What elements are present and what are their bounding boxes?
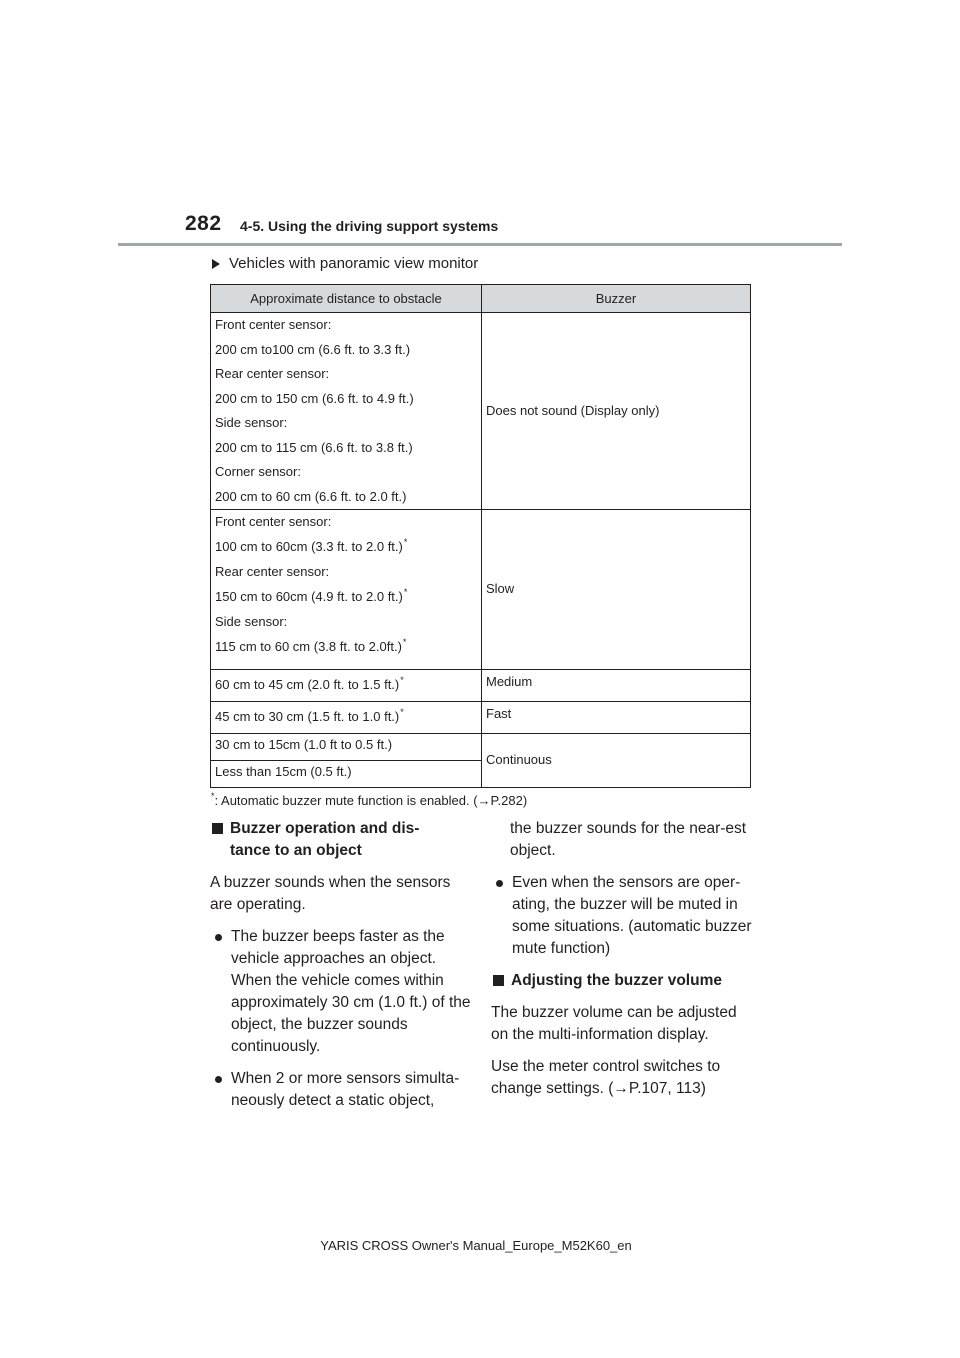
- list-item: [210, 926, 472, 1058]
- row1-line: Side sensor:: [215, 415, 288, 430]
- table-subheading: [212, 255, 478, 272]
- buzzer-cell: Fast: [482, 702, 751, 734]
- page-reference-link[interactable]: P.107, 113): [628, 1080, 706, 1097]
- table-row: [211, 313, 751, 510]
- section-heading-buzzer-volume: Adjusting the buzzer volume: [491, 970, 753, 992]
- buzzer-distance-table: [210, 284, 751, 788]
- header-buzzer: Buzzer: [482, 285, 751, 313]
- header-distance: Approximate distance to obstacle: [211, 285, 482, 313]
- footnote-asterisk: *: [211, 791, 215, 801]
- asterisk-mark: *: [400, 674, 404, 685]
- asterisk-mark: *: [403, 586, 408, 597]
- row2-line: 115 cm to 60 cm (3.8 ft. to 2.0ft.)*: [215, 636, 407, 654]
- table-row: [211, 510, 751, 670]
- row2-line: Side sensor:: [215, 614, 288, 629]
- subheading-text: Vehicles with panoramic view monitor: [229, 255, 479, 272]
- bullet-text: The buzzer beeps faster as the vehicle approaches an object. When the vehicle comes within approximately 30 cm (1.0 ft.) of the object, the buzzer sounds continuously.: [231, 928, 471, 1055]
- left-column: [210, 818, 472, 1122]
- table-row: [211, 734, 751, 761]
- page-number: 282: [185, 212, 222, 235]
- buzzer-cell: Does not sound (Display only): [482, 313, 751, 510]
- table-header-row: [211, 285, 751, 313]
- row2-line: 100 cm to 60cm (3.3 ft. to 2.0 ft.)*: [215, 536, 408, 554]
- row1-line: Rear center sensor:: [215, 366, 330, 381]
- buzzer-cell: Medium: [482, 670, 751, 702]
- row2-line: Front center sensor:: [215, 514, 332, 529]
- bullet-dot-icon: [496, 880, 503, 887]
- distance-cell: 60 cm to 45 cm (2.0 ft. to 1.5 ft.)*: [211, 670, 482, 702]
- distance-cell: [211, 313, 482, 510]
- arrow-icon: →: [613, 1080, 629, 1097]
- bullet-text: When 2 or more sensors simulta-neously detect a static object,: [231, 1070, 460, 1109]
- right-column: [491, 818, 753, 1110]
- row1-line: 200 cm to100 cm (6.6 ft. to 3.3 ft.): [215, 341, 411, 357]
- bullet-continuation: the buzzer sounds for the near-est object.: [510, 820, 747, 859]
- distance-cell: 30 cm to 15cm (1.0 ft to 0.5 ft.): [211, 734, 482, 761]
- volume-paragraph: The buzzer volume can be adjusted on the multi-information display.: [491, 1004, 737, 1043]
- table-row: [211, 670, 751, 702]
- arrow-icon: →: [477, 793, 491, 808]
- page-footer: YARIS CROSS Owner's Manual_Europe_M52K60_en: [320, 1238, 632, 1253]
- row1-line: 200 cm to 60 cm (6.6 ft. to 2.0 ft.): [215, 488, 407, 504]
- square-bullet-icon: [212, 823, 223, 834]
- header-rule: [118, 243, 842, 246]
- section-heading-buzzer-operation: Buzzer operation and dis- tance to an object: [210, 818, 472, 862]
- settings-paragraph: Use the meter control switches to change settings. (→P.107, 113): [491, 1058, 721, 1097]
- row2-line: Rear center sensor:: [215, 564, 330, 579]
- page-reference-link[interactable]: P.282): [490, 793, 528, 808]
- table-footnote: *: Automatic buzzer mute function is enabled. (→P.282): [211, 791, 528, 808]
- bullet-dot-icon: [215, 934, 222, 941]
- distance-cell: [211, 510, 482, 670]
- row2-line: 150 cm to 60cm (4.9 ft. to 2.0 ft.)*: [215, 586, 408, 604]
- section-title: 4-5. Using the driving support systems: [240, 218, 499, 234]
- asterisk-mark: *: [400, 706, 404, 717]
- row1-line: Corner sensor:: [215, 464, 301, 479]
- asterisk-mark: *: [402, 636, 407, 647]
- row1-line: 200 cm to 115 cm (6.6 ft. to 3.8 ft.): [215, 439, 413, 455]
- buzzer-cell: Continuous: [482, 734, 751, 788]
- buzzer-cell: Slow: [482, 510, 751, 670]
- distance-cell: Less than 15cm (0.5 ft.): [211, 761, 482, 788]
- square-bullet-icon: [493, 975, 504, 986]
- intro-paragraph: A buzzer sounds when the sensors are operating.: [210, 874, 451, 913]
- bullet-dot-icon: [215, 1076, 222, 1083]
- list-item: [491, 872, 753, 960]
- table-row: [211, 702, 751, 734]
- bullet-text: Even when the sensors are oper-ating, the buzzer will be muted in some situations. (automatic buzzer mute function): [512, 874, 752, 957]
- list-item: [210, 1068, 472, 1112]
- distance-cell: 45 cm to 30 cm (1.5 ft. to 1.0 ft.)*: [211, 702, 482, 734]
- asterisk-mark: *: [403, 536, 408, 547]
- row1-line: Front center sensor:: [215, 317, 332, 332]
- triangle-bullet-icon: [212, 259, 220, 269]
- row1-line: 200 cm to 150 cm (6.6 ft. to 4.9 ft.): [215, 390, 414, 406]
